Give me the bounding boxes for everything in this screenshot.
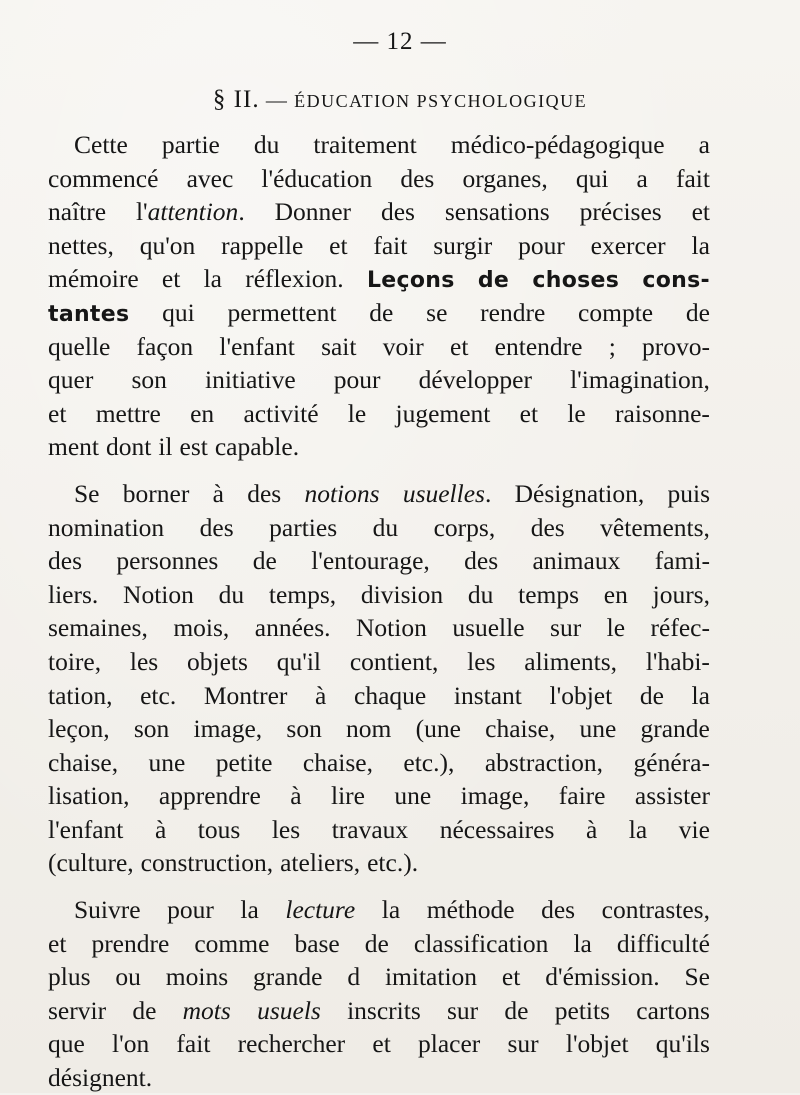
word: vêtements,	[600, 512, 710, 542]
word: que	[48, 1029, 85, 1059]
word: temps,	[268, 579, 337, 609]
word: prendre	[91, 928, 170, 958]
word: classification	[413, 928, 549, 958]
word: médico-pédagogique	[450, 130, 665, 159]
word: des	[541, 895, 576, 925]
word: pour	[518, 230, 565, 260]
word: l'enfant	[48, 814, 124, 844]
text-line	[48, 1027, 710, 1061]
word: Se	[74, 478, 100, 508]
word: mémoire	[48, 264, 139, 294]
word: servir	[48, 995, 107, 1025]
word: l'habi-	[645, 646, 710, 676]
word: Suivre	[74, 895, 141, 925]
word: raisonne-	[615, 398, 710, 428]
paragraph-2	[48, 477, 710, 880]
text-line	[48, 994, 710, 1028]
word: la	[573, 928, 592, 958]
word: à	[585, 814, 598, 844]
word: animaux	[532, 546, 621, 576]
word: rechercher	[237, 1029, 346, 1059]
word: les	[271, 814, 301, 844]
body-text	[48, 128, 710, 1095]
word: exercer	[590, 230, 666, 260]
word: sur	[447, 995, 479, 1025]
word: traitement	[313, 130, 417, 159]
word: le	[567, 398, 586, 428]
word: d'émission.	[545, 962, 660, 992]
word: qui	[575, 163, 609, 193]
word: difficulté	[616, 928, 710, 958]
word: petite	[215, 747, 273, 777]
word: parties	[269, 512, 338, 542]
text-line	[48, 578, 710, 612]
word: des	[400, 163, 435, 193]
word: rendre	[480, 297, 546, 327]
word: chaise,	[485, 714, 556, 744]
word: plus	[48, 962, 91, 992]
word: l'attention.	[135, 197, 245, 227]
word: d	[347, 962, 361, 992]
word: du	[218, 579, 245, 609]
word: commencé	[48, 163, 159, 193]
word: en	[603, 579, 628, 609]
word: temps	[518, 579, 580, 609]
word: dont	[106, 432, 152, 462]
text-line	[48, 128, 710, 162]
word: de	[364, 928, 389, 958]
text-line	[48, 195, 710, 229]
word: la	[240, 895, 259, 925]
word: etc.),	[403, 747, 455, 777]
word: etc.).	[367, 848, 419, 878]
text-line	[48, 544, 710, 578]
word: lecture	[285, 895, 356, 925]
text-line	[48, 262, 710, 296]
word: Montrer	[203, 680, 288, 710]
word: son	[131, 365, 167, 395]
text-line	[48, 229, 710, 263]
word: la	[691, 230, 710, 260]
word: pour	[167, 895, 214, 925]
word: et	[48, 928, 67, 958]
word: chaise,	[302, 747, 373, 777]
word: le	[606, 613, 626, 643]
text-line	[48, 779, 710, 813]
word: construction,	[140, 848, 274, 878]
word: façon	[136, 331, 194, 361]
word: inscrits	[347, 995, 421, 1025]
word: fait	[176, 1029, 211, 1059]
word: leçon,	[48, 714, 110, 744]
text-line	[48, 927, 710, 961]
word: développer	[418, 365, 532, 395]
word: travaux	[331, 814, 409, 844]
word: du	[467, 579, 494, 609]
word: précises	[579, 197, 662, 227]
word: des	[247, 478, 282, 508]
word: image,	[193, 714, 263, 744]
word: a	[698, 130, 710, 159]
word: petits	[554, 995, 610, 1025]
word: base	[294, 928, 340, 958]
word: moins	[165, 962, 229, 992]
section-number: § II.	[212, 86, 260, 113]
word: la	[203, 264, 222, 294]
word: semaines,	[48, 613, 148, 643]
word: (une	[415, 714, 461, 744]
word: faire	[558, 781, 606, 811]
word: division	[360, 579, 444, 609]
word: pour	[333, 365, 381, 395]
text-line	[48, 397, 710, 431]
word: une	[579, 714, 617, 744]
word: initiative	[205, 365, 296, 395]
word: avec	[186, 163, 234, 193]
paragraph-3	[48, 893, 710, 1095]
word: tous	[197, 814, 241, 844]
word: compte	[578, 297, 654, 327]
word: qu'on	[139, 230, 196, 260]
word: Cette	[74, 130, 128, 159]
word: tation,	[48, 680, 113, 710]
word: années.	[254, 613, 331, 643]
word: tantes	[48, 301, 130, 327]
word: grande	[640, 714, 710, 744]
word: de	[369, 297, 394, 327]
word: la	[691, 680, 710, 710]
word: l'imagination,	[570, 365, 710, 395]
word: son	[133, 714, 170, 744]
word: son	[286, 714, 322, 744]
text-line	[48, 960, 710, 994]
word: (culture,	[48, 848, 134, 878]
word: les	[467, 646, 496, 676]
word: chaise,	[48, 747, 119, 777]
word: mois,	[173, 613, 230, 643]
word: nettes,	[48, 230, 114, 260]
text-line	[48, 477, 710, 511]
word: et	[161, 264, 181, 294]
word: borner	[122, 478, 190, 508]
word: a	[636, 163, 648, 193]
word: se	[426, 297, 448, 327]
word: vie	[678, 814, 710, 844]
word: Se	[684, 962, 710, 992]
word: voir	[382, 331, 424, 361]
word: comme	[194, 928, 270, 958]
word: réfec-	[650, 613, 710, 643]
word: de	[477, 268, 510, 294]
word: du	[253, 130, 280, 159]
word: nécessaires	[439, 814, 555, 844]
word: chaque	[354, 680, 427, 710]
word: est	[179, 432, 208, 462]
text-line	[48, 813, 710, 847]
word: aliments,	[524, 646, 618, 676]
text-line	[48, 645, 710, 679]
word: et	[48, 398, 67, 428]
paragraph-1	[48, 128, 710, 464]
word: jugement	[395, 398, 491, 428]
word: qu'il	[276, 646, 322, 676]
word: qu'ils	[655, 1029, 710, 1059]
word: surgir	[433, 230, 493, 260]
word: qui	[162, 297, 195, 327]
word: des	[464, 546, 499, 576]
word: contient,	[349, 646, 439, 676]
word: des	[199, 512, 234, 542]
text-line	[48, 430, 710, 464]
word: et	[450, 331, 469, 361]
word: une	[148, 747, 186, 777]
word: fait	[676, 163, 710, 193]
word: usuelle	[452, 613, 525, 643]
word: abstraction,	[484, 747, 604, 777]
word: choses	[532, 268, 620, 294]
text-line	[48, 162, 710, 196]
word: et	[519, 398, 539, 428]
word: quer	[48, 365, 94, 395]
word: apprendre	[158, 781, 261, 811]
word: réflexion.	[245, 264, 344, 294]
word: naître	[48, 197, 107, 227]
word: organes,	[462, 163, 548, 193]
section-heading	[0, 86, 800, 114]
word: des	[530, 512, 565, 542]
section-dash: —	[265, 88, 288, 112]
word: de	[685, 297, 710, 327]
word: permettent	[227, 297, 337, 327]
word: à	[315, 680, 327, 710]
page-number: — 12 —	[353, 28, 447, 55]
word: des	[48, 546, 82, 576]
word: puis	[667, 478, 710, 508]
section-title: ÉDUCATION PSYCHOLOGIQUE	[294, 91, 588, 111]
word: l'éducation	[261, 163, 373, 193]
word: de	[252, 546, 277, 576]
word: l'on	[112, 1029, 150, 1059]
word: lisation,	[48, 781, 130, 811]
word: et	[691, 197, 710, 227]
word: fami-	[654, 546, 710, 576]
word: sensations	[444, 197, 550, 227]
word: l'objet	[565, 1029, 629, 1059]
word: toire,	[48, 646, 102, 676]
word: liers.	[48, 579, 99, 609]
word: de	[132, 995, 157, 1025]
word: généra-	[633, 747, 710, 777]
word: fait	[373, 230, 408, 260]
word: et	[329, 230, 348, 260]
word: des	[380, 197, 415, 227]
text-line	[48, 679, 710, 713]
word: Leçons	[366, 268, 455, 294]
word: ou	[115, 962, 141, 992]
word: mots	[182, 995, 231, 1025]
word: le	[347, 398, 367, 428]
word: et	[501, 962, 521, 992]
word: il	[158, 432, 173, 462]
word: l'objet	[549, 680, 613, 710]
word: nom	[346, 714, 392, 744]
word: en	[190, 398, 215, 428]
word: quelle	[48, 331, 111, 361]
word: méthode	[426, 895, 515, 925]
word: Donner	[274, 197, 352, 227]
word: du	[372, 512, 399, 542]
word: jours,	[652, 579, 710, 609]
word: provo-	[642, 331, 710, 361]
word: objets	[187, 646, 248, 676]
word: l'entourage,	[311, 546, 430, 576]
text-line	[48, 611, 710, 645]
text-line	[48, 1061, 710, 1095]
word: usuelles.	[402, 478, 492, 508]
word: rappelle	[221, 230, 304, 260]
word: corps,	[433, 512, 496, 542]
text-line	[48, 712, 710, 746]
text-line	[48, 511, 710, 545]
word: instant	[453, 680, 522, 710]
word: image,	[460, 781, 530, 811]
word: l'enfant	[219, 331, 295, 361]
word: ment	[48, 432, 99, 462]
word: partie	[161, 130, 220, 159]
word: les	[129, 646, 159, 676]
text-line	[48, 846, 710, 880]
text-line	[48, 893, 710, 927]
word: placer	[418, 1029, 481, 1059]
word: usuels	[257, 995, 321, 1025]
word: lire	[331, 781, 365, 811]
word: une	[394, 781, 432, 811]
word: etc.	[140, 680, 177, 710]
word: la	[381, 895, 401, 925]
word: désignent.	[48, 1063, 153, 1093]
word: sur	[507, 1029, 539, 1059]
text-line	[48, 363, 710, 397]
word: Notion	[123, 579, 194, 609]
word: à	[154, 814, 167, 844]
word: ateliers,	[280, 848, 361, 878]
word: imitation	[384, 962, 478, 992]
word: cartons	[636, 995, 710, 1025]
word: à	[212, 478, 224, 508]
word: sait	[321, 331, 357, 361]
text-line	[48, 746, 710, 780]
word: la	[628, 814, 648, 844]
word: notions	[304, 478, 380, 508]
word: personnes	[116, 546, 219, 576]
word: de	[504, 995, 529, 1025]
word: à	[290, 781, 302, 811]
word: Notion	[356, 613, 427, 643]
word: grande	[253, 962, 323, 992]
word: cons-	[642, 268, 710, 294]
text-line	[48, 296, 710, 330]
word: et	[372, 1029, 391, 1059]
word: sur	[550, 613, 582, 643]
word: ;	[608, 331, 616, 361]
word: nomination	[48, 512, 165, 542]
word: mettre	[95, 398, 161, 428]
word: Désignation,	[514, 478, 645, 508]
word: activité	[243, 398, 319, 428]
text-line	[48, 330, 710, 364]
word: de	[639, 680, 664, 710]
word: contrastes,	[601, 895, 710, 925]
word: assister	[634, 781, 710, 811]
word: entendre	[494, 331, 583, 361]
word: capable.	[214, 432, 300, 462]
